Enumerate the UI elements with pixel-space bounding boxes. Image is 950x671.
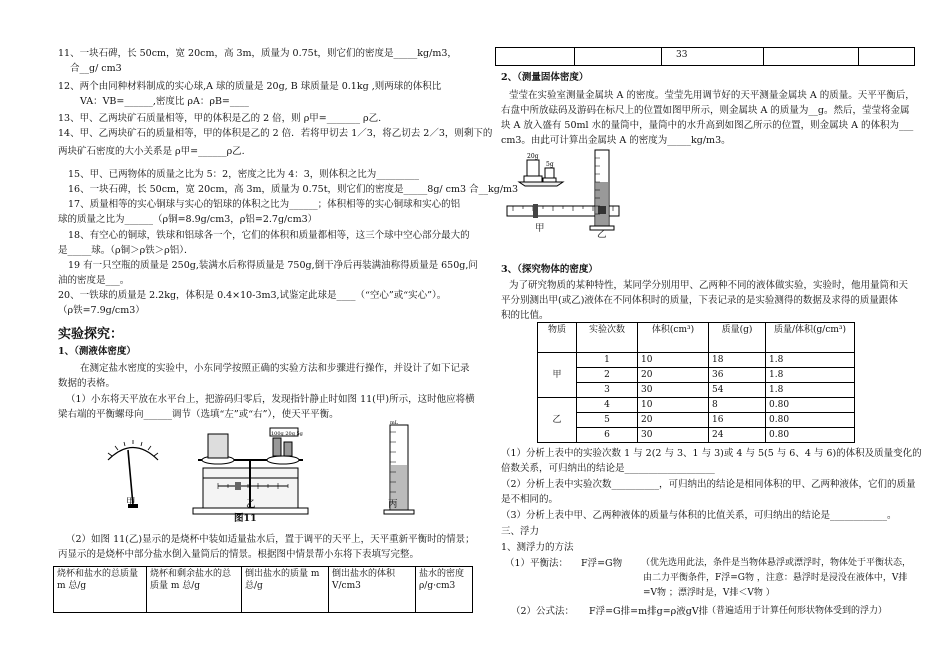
density-cell: 18 — [709, 353, 766, 368]
figure-label-jia: 甲 — [535, 223, 545, 234]
density-cell: 1.8 — [766, 353, 855, 368]
question-19-cont: 油的密度是___。 — [58, 275, 130, 286]
question-13: 13、甲、乙两块矿石质量相等，甲的体积是乙的 2 倍，则 ρ甲=_______ ρ乙. — [58, 113, 382, 124]
question-12: 12、两个由同种材料制成的实心球,A 球的质量是 20g, B 球质量是 0.1kg ,则两球的体积比 — [58, 81, 442, 92]
question-20-cont: （ρ铁=7.9g/cm3） — [58, 305, 145, 316]
density-header-material: 物质 — [538, 323, 577, 353]
method-2-label: （2）公式法： — [511, 606, 575, 617]
method-1-formula: F浮=G物 — [581, 558, 623, 569]
density-cell: 10 — [638, 398, 709, 413]
table-cell — [496, 48, 575, 66]
question-12-cont: VA：VB=______,密度比 ρA：ρB=____ — [80, 96, 249, 107]
question-17-cont: 球的质量之比为______（ρ铜=8.9g/cm3，ρ铝=2.7g/cm3） — [58, 214, 318, 225]
table-cell — [575, 48, 662, 66]
question-18-cont: 是_____球。（ρ铜＞ρ铁＞ρ铝）． — [58, 245, 194, 256]
density-cell: 0.80 — [766, 413, 855, 428]
table-header-remaining-mass: 烧杯和剩余盐水的总质量 m 总/g — [147, 567, 242, 613]
svg-text:mL: mL — [390, 420, 399, 426]
analysis-2: （2）分析上表中实验次数__________，可归纳出的结论是相同体积的甲、乙两种液体，它们的质量 — [501, 479, 916, 490]
figure-cylinder — [587, 146, 617, 232]
section-buoyancy: 三、浮力 — [501, 526, 540, 537]
density-cell: 0.80 — [766, 398, 855, 413]
svg-text:20g: 20g — [527, 153, 539, 160]
experiment-1-intro-cont: 数据的表格。 — [58, 378, 116, 389]
section-heading: 实验探究： — [58, 327, 124, 342]
question-16: 16、一块石碑，长 50cm，宽 20cm，高 3m，质量为 0.75t，则它们的密度是_____8g/ cm3 合__kg/m3 — [68, 184, 519, 195]
analysis-2-cont: 是不相同的。 — [501, 494, 559, 505]
experiment-1-step-2: （2）如图 11(乙)显示的是烧杯中装如适量盐水后，置于调平的天平上，天平重新平衡时的情景； — [66, 534, 475, 545]
question-18: 18、有空心的铜球，铁球和铝球各一个，它们的体积和质量都相等，这三个球中空心部分最大的 — [68, 230, 470, 241]
figure-11-balance — [98, 420, 428, 525]
density-cell: 3 — [577, 383, 638, 398]
density-cell: 1.8 — [766, 383, 855, 398]
method-1-label: （1）平衡法： — [505, 558, 569, 569]
density-cell: 1 — [577, 353, 638, 368]
buoyancy-methods: 1、测浮力的方法 — [501, 542, 574, 553]
analysis-1-cont: 倍数关系，可归纳出的结论是___________________ — [501, 463, 715, 474]
experiment-1-step-1: （1）小东将天平放在水平台上，把游码归零后，发现指针静止时如图 11(甲)所示，这时他应将横 — [66, 394, 475, 405]
experiment-3-text-1: 为了研究物质的某种特性，某同学分别用甲、乙两种不同的液体做实验，实验时，他用量筒和天 — [509, 280, 909, 291]
table-header-total-mass: 烧杯和盐水的总质量 m 总/g — [54, 567, 147, 613]
density-cell: 5 — [577, 413, 638, 428]
question-11-cont: 合__g/ cm3 — [70, 63, 122, 74]
density-cell: 4 — [577, 398, 638, 413]
density-header-mass: 质量(g) — [709, 323, 766, 353]
experiment-1-intro: 在测定盐水密度的实验中，小东同学按照正确的实验方法和步骤进行操作，并设计了如下记录 — [80, 363, 470, 374]
figure-label-bing: 丙 — [388, 499, 398, 510]
density-cell: 10 — [638, 353, 709, 368]
experiment-2-text-1: 莹莹在实验室测量金属块 A 的密度。莹莹先用调节好的天平测量金属块 A 的质量。天平平衡后， — [509, 90, 915, 101]
density-cell: 20 — [638, 413, 709, 428]
density-table — [537, 322, 855, 443]
experiment-3-text-2: 平分别测出甲(或乙)液体在不同体积时的质量，下表记录的是实验测得的数据及求得的质量跟体 — [501, 295, 898, 306]
density-cell: 8 — [709, 398, 766, 413]
table-header-poured-volume: 倒出盐水的体积 V/cm3 — [329, 567, 416, 613]
density-cell: 20 — [638, 368, 709, 383]
method-1-note-cont-2: =V物 ；漂浮时是，V排＜V物 ） — [643, 588, 775, 598]
density-cell: 24 — [709, 428, 766, 443]
density-cell: 6 — [577, 428, 638, 443]
figure-caption: 图11 — [234, 513, 257, 524]
density-header-volume: 体积(cm³) — [638, 323, 709, 353]
method-1-note: （优先选用此法，条件是当物体悬浮或漂浮时，物体处于平衡状态， — [641, 558, 912, 568]
question-15: 15、甲、已两物体的质量之比为 5：2，密度之比为 4：3，则体积之比为_________ — [68, 169, 420, 180]
experiment-2-text-3: 块 A 放入盛有 50ml 水的量筒中，量筒中的水升高到如图乙所示的位置，则金属块 A 的体积为___ — [501, 120, 914, 131]
density-material-jia: 甲 — [538, 353, 577, 398]
density-cell: 2 — [577, 368, 638, 383]
table-cell — [764, 48, 859, 66]
table-cell — [859, 48, 915, 66]
figure-label-jia: 甲 — [126, 497, 136, 508]
salt-water-table-continued — [495, 47, 915, 66]
experiment-2-text-2: 右盘中所放砝码及游码在标尺上的位置如图甲所示，则金属块 A 的质量为__g。然后，莹莹将金属 — [501, 105, 910, 116]
question-19: 19 有一只空瓶的质量是 250g,装满水后称得质量是 750g,倒干净后再装满油称得质量是 650g,问 — [68, 260, 478, 271]
question-20: 20、一铁球的质量是 2.2kg，体积是 0.4×10-3m3,试鉴定此球是____（“空心”或“实心”）。 — [58, 290, 447, 301]
table-header-density: 盐水的密度 ρ/g·cm3 — [416, 567, 473, 613]
density-header-ratio: 质量/体积(g/cm³) — [766, 323, 855, 353]
experiment-1-step-1-cont: 梁右端的平衡螺母向______调节（选填“左”或“右”），使天平平衡。 — [58, 409, 339, 420]
analysis-3: （3）分析上表中甲、乙两种液体的质量与体积的比值关系，可归纳出的结论是____________。 — [501, 510, 897, 521]
density-header-trial: 实验次数 — [577, 323, 638, 353]
density-cell: 1.8 — [766, 368, 855, 383]
density-cell: 30 — [638, 428, 709, 443]
table-cell-value: 33 — [662, 48, 764, 66]
svg-text:100g 20g 5g: 100g 20g 5g — [271, 431, 303, 437]
figure-label-yi: 乙 — [246, 499, 256, 510]
question-11: 11、一块石碑，长 50cm，宽 20cm，高 3m，质量为 0.75t，则它们的密度是_____kg/m3， — [58, 48, 457, 59]
density-cell: 0.80 — [766, 428, 855, 443]
analysis-1: （1）分析上表中的实验次数 1 与 2(2 与 3、1 与 3)或 4 与 5(5 与 6、4 与 6)的体积及质量变化的 — [501, 448, 922, 459]
density-cell: 36 — [709, 368, 766, 383]
experiment-3-title: 3、（探究物体的密度） — [501, 264, 598, 275]
density-cell: 16 — [709, 413, 766, 428]
svg-text:5g: 5g — [546, 161, 554, 168]
density-material-yi: 乙 — [538, 398, 577, 443]
method-1-note-cont: 由二力平衡条件，F浮=G物 ，注意：悬浮时是浸没在液体中，V排 — [643, 573, 908, 583]
density-cell: 30 — [638, 383, 709, 398]
experiment-3-text-3: 积的比值。 — [501, 310, 549, 321]
figure-label-yi: 乙 — [597, 229, 607, 240]
question-17: 17、质量相等的实心铜球与实心的铝球的体积之比为______；体积相等的实心铜球和实心的铝 — [68, 199, 461, 210]
question-14-cont: 两块矿石密度的大小关系是 ρ甲=______ρ乙. — [58, 146, 245, 157]
experiment-2-text-4: cm3。由此可计算出金属块 A 的密度为_____kg/m3。 — [501, 135, 731, 146]
experiment-1-step-2-cont: 丙显示的是烧杯中部分盐水倒入量筒后的情景。根据图中情景帮小东将下表填写完整。 — [58, 549, 420, 560]
experiment-1-title: 1、（测液体密度） — [58, 346, 136, 357]
density-cell: 54 — [709, 383, 766, 398]
table-header-poured-mass: 倒出盐水的质量 m 总/g — [242, 567, 329, 613]
method-2-note: （普遍适用于计算任何形状物体受到的浮力） — [707, 606, 888, 616]
experiment-2-title: 2、（测量固体密度） — [501, 72, 589, 83]
salt-water-table — [53, 566, 473, 613]
question-14: 14、甲、乙两块矿石的质量相等，甲的体积是乙的 2 倍．若将甲切去 1／3，将乙切去 2／3，则剩下的 — [58, 128, 493, 139]
method-2-formula: F浮=G排=m排g=ρ液gV排 — [589, 606, 709, 617]
